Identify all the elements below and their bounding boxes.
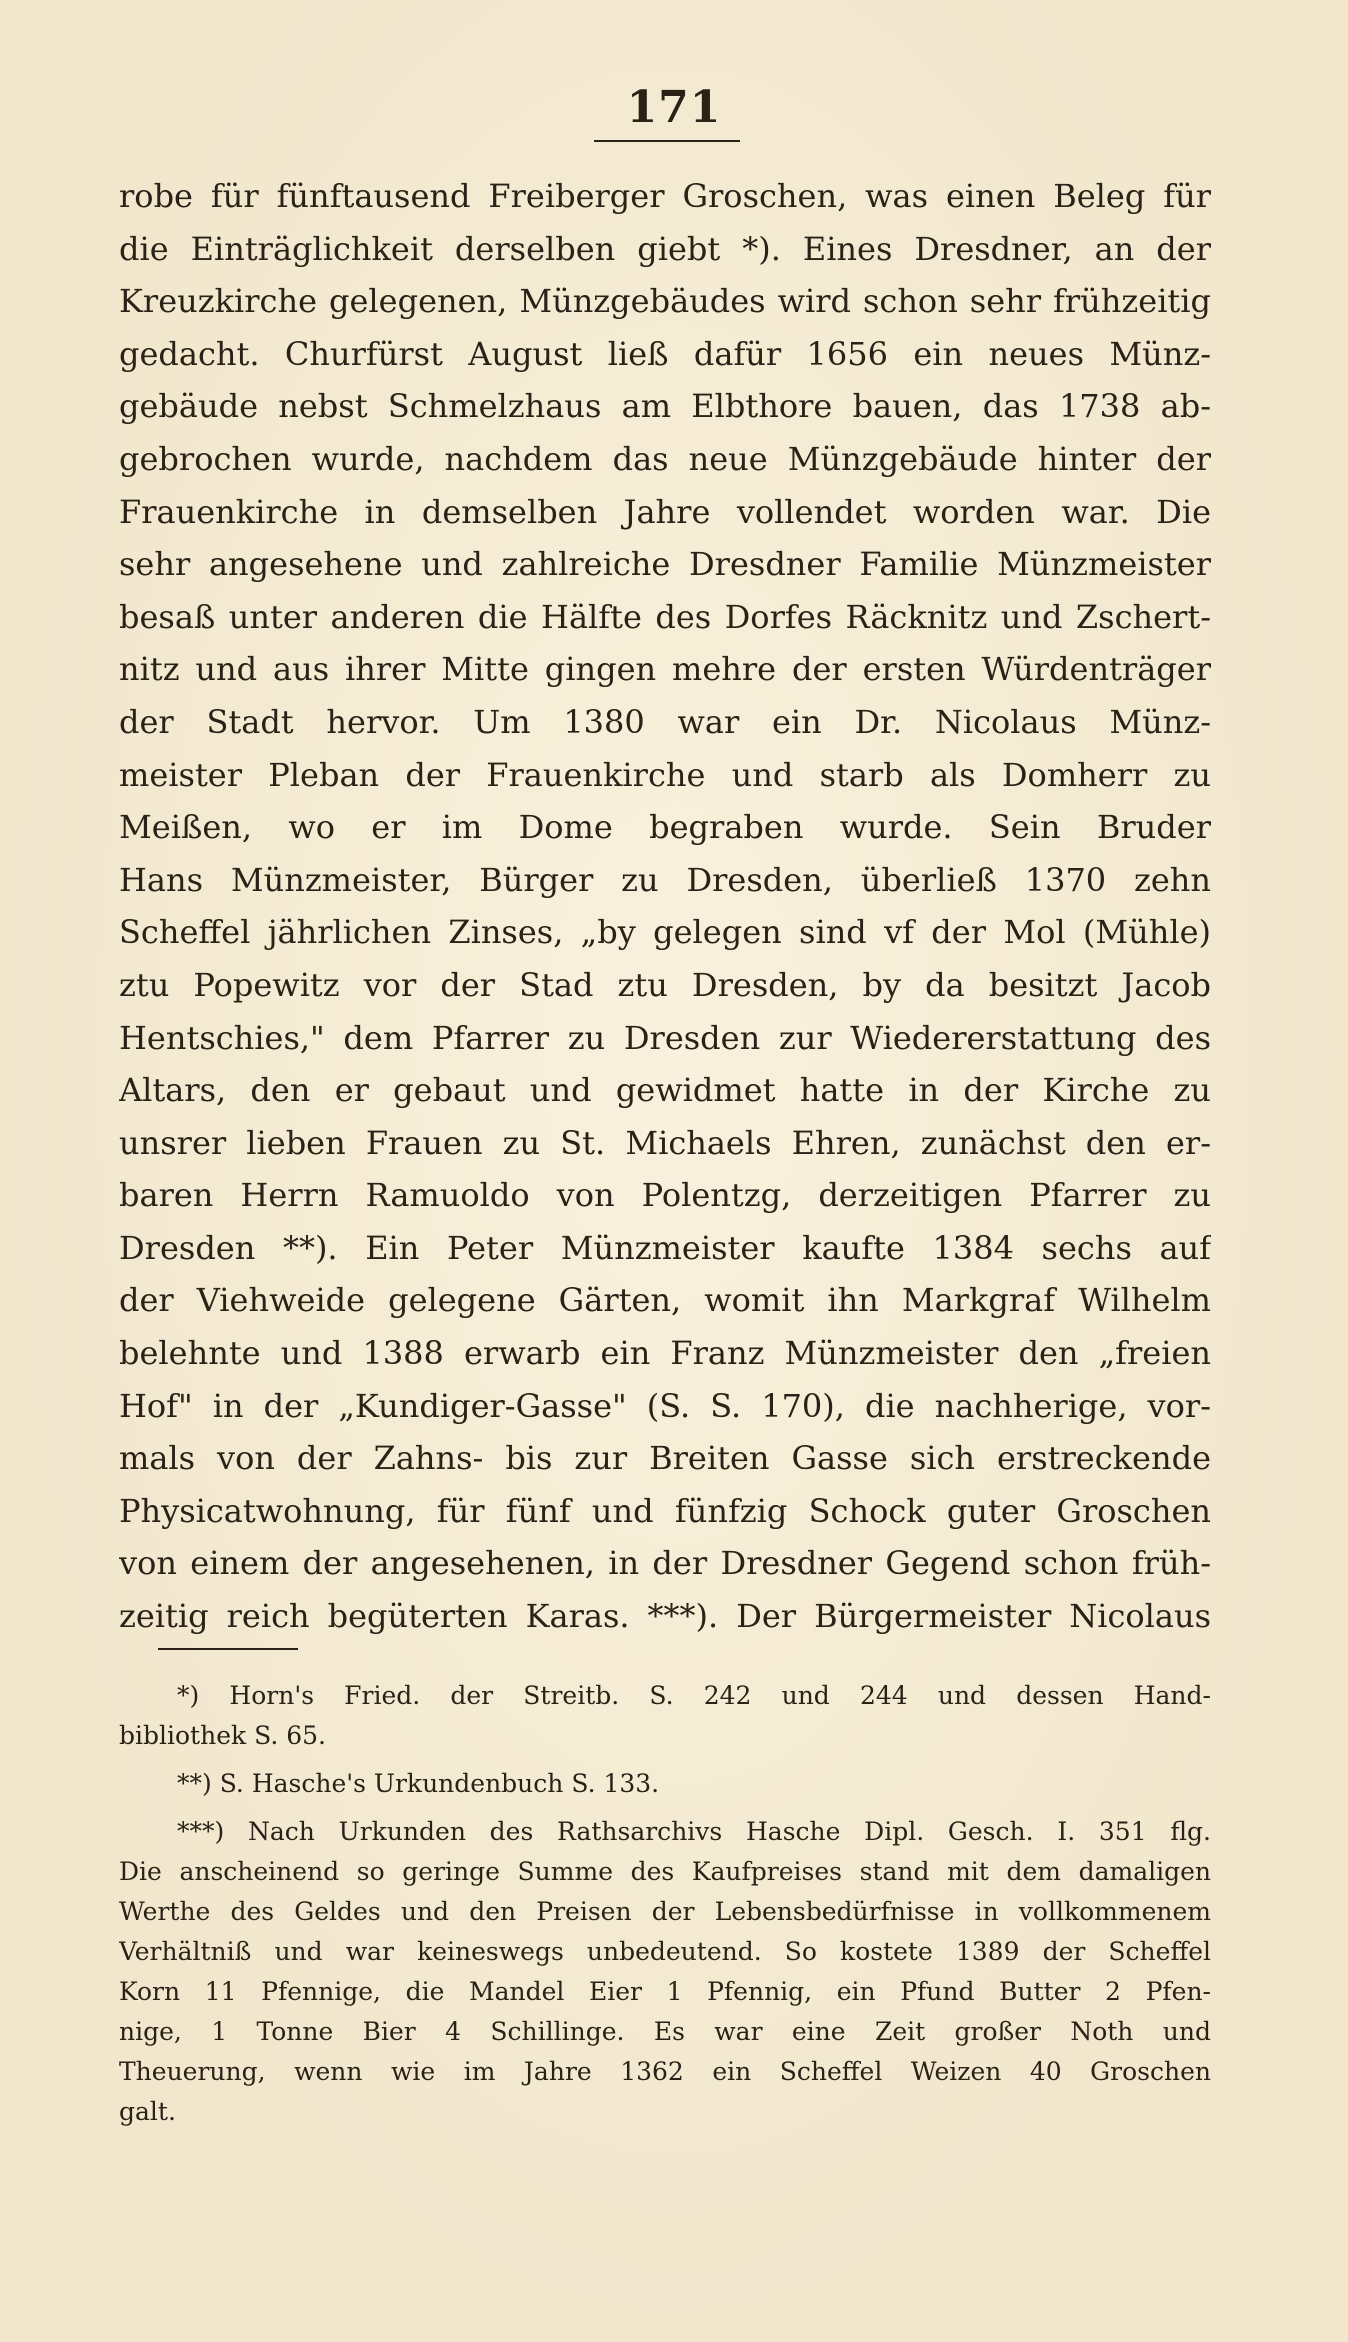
text-line: Dresden **). Ein Peter Münzmeister kaufte 1384 sechs auf	[119, 1228, 1211, 1267]
text-line: baren Herrn Ramuoldo von Polentzg, derzeitigen Pfarrer zu	[119, 1176, 1211, 1215]
text-line: gebäude nebst Schmelzhaus am Elbthore bauen, das 1738 ab-	[119, 387, 1211, 426]
footnote-line: **) S. Hasche's Urkundenbuch S. 133.	[177, 1769, 660, 1798]
text-line: Hentschies," dem Pfarrer zu Dresden zur Wiedererstattung des	[119, 1018, 1211, 1057]
footnote-line: *) Horn's Fried. der Streitb. S. 242 und 244 und dessen Hand-	[177, 1681, 1211, 1710]
text-line: Frauenkirche in demselben Jahre vollendet worden war. Die	[119, 492, 1211, 531]
text-line: sehr angesehene und zahlreiche Dresdner Familie Münzmeister	[119, 545, 1211, 584]
text-line: Kreuzkirche gelegenen, Münzgebäudes wird schon sehr frühzeitig	[119, 282, 1211, 321]
text-line: robe für fünftausend Freiberger Groschen, was einen Beleg für	[119, 177, 1211, 215]
text-line: Altars, den er gebaut und gewidmet hatte in der Kirche zu	[119, 1071, 1211, 1110]
footnotes	[119, 1676, 1211, 2132]
text-line: Physicatwohnung, für fünf und fünfzig Schock guter Groschen	[119, 1491, 1211, 1530]
text-line: Hof" in der „Kundiger-Gasse" (S. S. 170), die nachherige, vor-	[119, 1386, 1211, 1425]
footnote-line: galt.	[119, 2097, 176, 2126]
footnote-line: Theuerung, wenn wie im Jahre 1362 ein Scheffel Weizen 40 Groschen	[119, 2057, 1211, 2086]
text-line: Scheffel jährlichen Zinses, „by gelegen sind vf der Mol (Mühle)	[119, 913, 1211, 952]
text-line: nitz und aus ihrer Mitte gingen mehre der ersten Würdenträger	[119, 650, 1211, 689]
footnote-line: ***) Nach Urkunden des Rathsarchivs Hasche Dipl. Gesch. I. 351 flg.	[177, 1817, 1211, 1846]
text-line: meister Pleban der Frauenkirche und starb als Domherr zu	[119, 755, 1211, 794]
text-line: von einem der angesehenen, in der Dresdner Gegend schon früh-	[119, 1544, 1211, 1583]
text-line: der Viehweide gelegene Gärten, womit ihn Markgraf Wilhelm	[119, 1281, 1211, 1320]
text-line: gedacht. Churfürst August ließ dafür 1656 ein neues Münz-	[119, 334, 1211, 373]
text-line: ztu Popewitz vor der Stad ztu Dresden, by da besitzt Jacob	[119, 965, 1211, 1004]
page-number-underline	[594, 140, 740, 142]
body-text	[119, 170, 1211, 1643]
text-line: der Stadt hervor. Um 1380 war ein Dr. Nicolaus Münz-	[119, 702, 1211, 741]
text-line: belehnte und 1388 erwarb ein Franz Münzmeister den „freien	[119, 1334, 1211, 1373]
footnote-line: Korn 11 Pfennige, die Mandel Eier 1 Pfennig, ein Pfund Butter 2 Pfen-	[119, 1977, 1211, 2006]
footnote-line: nige, 1 Tonne Bier 4 Schillinge. Es war eine Zeit großer Noth und	[119, 2017, 1211, 2046]
footnote-line: Die anscheinend so geringe Summe des Kaufpreises stand mit dem damaligen	[119, 1857, 1211, 1886]
footnote-separator	[158, 1648, 298, 1650]
text-line: besaß unter anderen die Hälfte des Dorfes Räcknitz und Zschert-	[119, 597, 1211, 636]
text-line: unsrer lieben Frauen zu St. Michaels Ehren, zunächst den er-	[119, 1123, 1211, 1162]
text-line: Meißen, wo er im Dome begraben wurde. Sein Bruder	[119, 808, 1211, 847]
footnote-line: Verhältniß und war keineswegs unbedeutend. So kostete 1389 der Scheffel	[119, 1937, 1211, 1966]
text-line: die Einträglichkeit derselben giebt *). Eines Dresdner, an der	[119, 229, 1211, 268]
text-line: gebrochen wurde, nachdem das neue Münzgebäude hinter der	[119, 439, 1211, 478]
footnote-line: bibliothek S. 65.	[119, 1721, 326, 1750]
footnote-line: Werthe des Geldes und den Preisen der Lebensbedürfnisse in vollkommenem	[119, 1897, 1211, 1926]
text-line: Hans Münzmeister, Bürger zu Dresden, überließ 1370 zehn	[119, 860, 1211, 899]
text-line: mals von der Zahns- bis zur Breiten Gasse sich erstreckende	[119, 1439, 1211, 1478]
page-number: 171	[626, 82, 722, 133]
text-line: zeitig reich begüterten Karas. ***). Der Bürgermeister Nicolaus	[119, 1597, 1211, 1636]
